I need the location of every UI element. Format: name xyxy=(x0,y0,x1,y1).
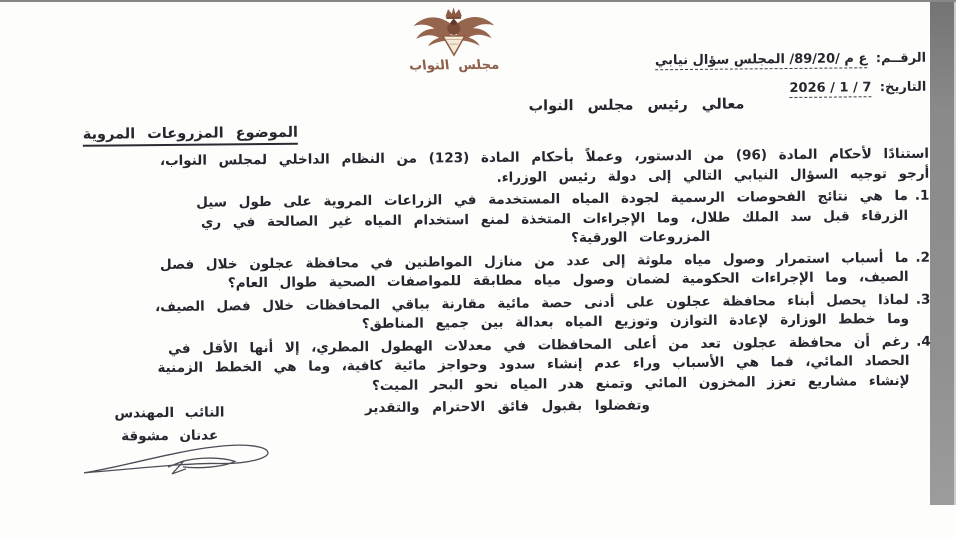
letter-body xyxy=(81,145,932,422)
question-text xyxy=(82,290,909,337)
subject-line xyxy=(83,125,298,143)
question-line: لإنشاء مشاريع تعزز المخزون المائي وتمنع هدر المياه نحو البحر الميت؟ xyxy=(371,372,910,394)
signature-name: عدنان مشوقة xyxy=(121,427,219,445)
question-line: الزرقاء قبل سد الملك طلال، وما الإجراءات المتخذة لمنع استخدام المياه غير الصالحة في ري xyxy=(200,207,909,231)
reference-number-line xyxy=(655,44,926,76)
question-number: 4. xyxy=(916,333,931,350)
question-number: 2. xyxy=(915,249,931,266)
question-text xyxy=(81,187,908,253)
question-item-3 xyxy=(82,290,930,337)
intro-line: أرجو توجيه السؤال النيابي التالي إلى دولة رئيس الوزراء. xyxy=(496,165,930,186)
question-line: ما هي نتائج الفحوصات الرسمية لجودة المياه المستخدمة في الزراعات المروية على طول سيل xyxy=(196,187,908,211)
intro-paragraph xyxy=(81,145,929,192)
intro-line: استنادًا لأحكام المادة (96) من الدستور، وعملاً بأحكام المادة (123) من النظام الداخلي لمجلس النواب، xyxy=(159,145,930,170)
handwritten-signature-icon xyxy=(80,438,280,490)
question-line: رغم أن محافظة عجلون تعد من أعلى المحافظات في معدلات الهطول المطري، إلا أنها الأقل في xyxy=(167,333,910,357)
salutation: معالي رئيس مجلس النواب xyxy=(528,96,745,115)
question-line: المزروعات الورقية؟ xyxy=(570,228,711,247)
question-item-4 xyxy=(83,332,932,399)
parliament-calligraphy-caption: مجلس النواب xyxy=(408,57,500,74)
question-number: 1. xyxy=(914,187,930,204)
date-label: التاريخ: xyxy=(879,79,927,96)
question-line: ما أسباب استمرار وصول مياه ملوثة إلى عدد من منازل المواطنين في محافظة عجلون خلال فصل xyxy=(159,249,909,273)
closing-line: وتفضلوا بقبول فائق الاحترام والتقدير xyxy=(364,397,650,417)
jordan-coat-of-arms-icon xyxy=(408,5,500,58)
reference-value: ع م /89/20/ المجلس سؤال نيابي xyxy=(654,51,868,69)
question-item-2 xyxy=(82,248,930,295)
question-number: 3. xyxy=(915,291,931,308)
reference-label: الرقــم: xyxy=(875,50,927,67)
date-value: 7 / 1 / 2026 xyxy=(789,80,872,97)
signature-title: النائب المهندس xyxy=(114,404,225,422)
subject-text: الموضوع المزروعات المروية xyxy=(83,125,298,147)
question-text xyxy=(83,332,910,398)
question-line: الحصاد المائي، فما هي الأسباب وراء عدم إنشاء سدود وحواجز مائية كافية، وما هي الخطط الزمنية xyxy=(157,352,910,377)
letterhead xyxy=(406,5,503,74)
question-line: لماذا يحصل أبناء محافظة عجلون على أدنى حصة مائية مقارنة بباقي المحافظات خلال فصل الصيف، xyxy=(154,291,909,315)
question-text xyxy=(82,248,909,295)
question-line: وما خطط الوزارة لإعادة التوازن وتوزيع المياه بعدالة بين جميع المناطق؟ xyxy=(361,310,910,333)
question-line: الصيف، وما الإجراءات الحكومية لضمان وصول مياه مطابقة للمواصفات الصحية طوال العام؟ xyxy=(227,268,909,292)
question-item-1 xyxy=(81,187,930,254)
